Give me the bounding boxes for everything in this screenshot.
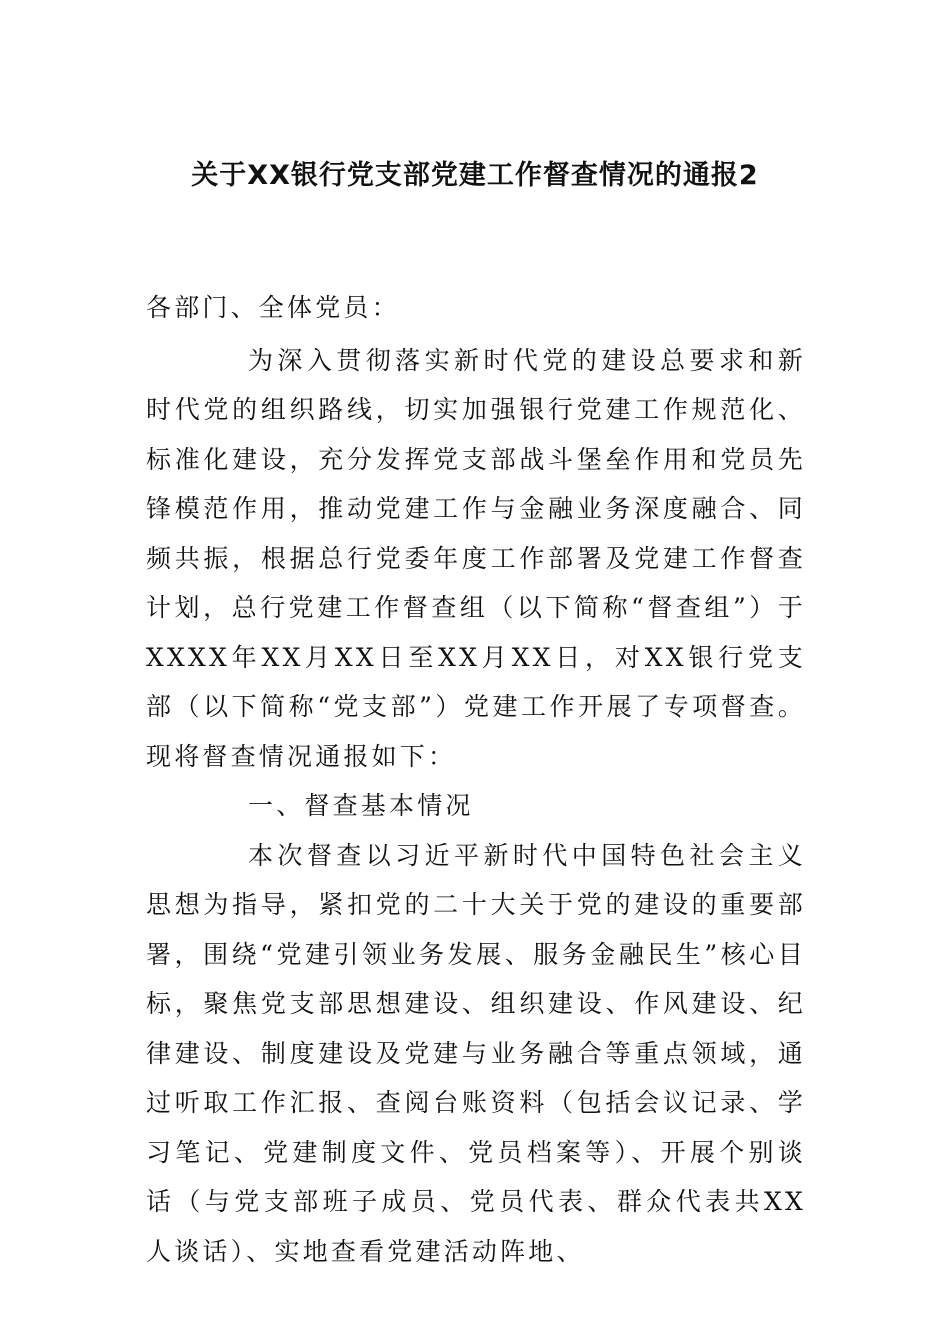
salutation: 各部门、全体党员： [146, 293, 400, 322]
section-heading-1: 一、督查基本情况 [248, 791, 474, 820]
document-body [146, 283, 806, 1276]
document-title: 关于XX银行党支部党建工作督查情况的通报2 [191, 160, 759, 191]
paragraph-intro: 为深入贯彻落实新时代党的建设总要求和新时代党的组织路线，切实加强银行党建工作规范化、标准化建设，充分发挥党支部战斗堡垒作用和党员先锋模范作用，推动党建工作与金融业务深度融合、同频共振，根据总行党委年度工作部署及党建工作督查计划，总行党建工作督查组（以下简称“督查组”）于XXXX年XX月XX日至XX月XX日，对XX银行党支部（以下简称“党支部”）党建工作开展了专项督查。现将督查情况通报如下： [146, 345, 806, 771]
paragraph-section-1: 本次督查以习近平新时代中国特色社会主义思想为指导，紧扣党的二十大关于党的建设的重要部署，围绕“党建引领业务发展、服务金融民生”核心目标，聚焦党支部思想建设、组织建设、作风建设、纪律建设、制度建设及党建与业务融合等重点领域，通过听取工作汇报、查阅台账资料（包括会议记录、学习笔记、党建制度文件、党员档案等）、开展个别谈话（与党支部班子成员、党员代表、群众代表共XX人谈话）、实地查看党建活动阵地、 [146, 840, 806, 1266]
